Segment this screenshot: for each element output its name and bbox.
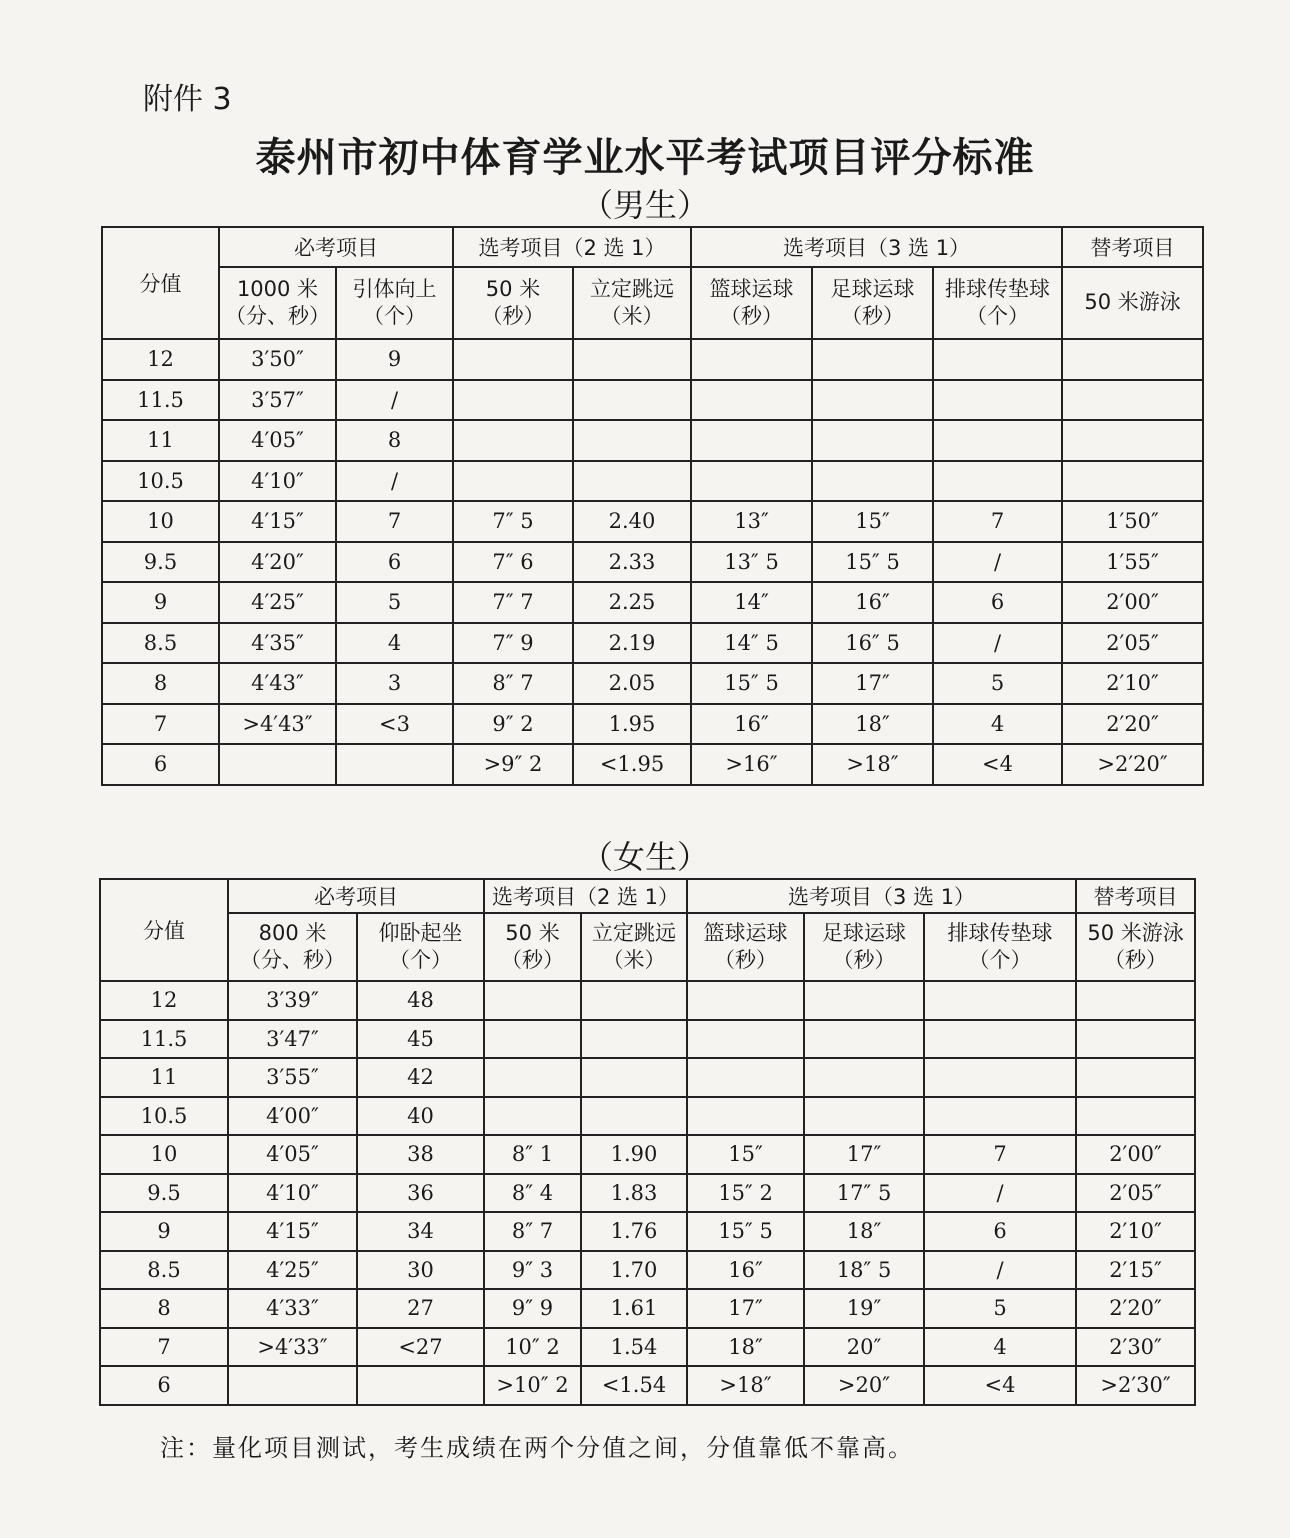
table-cell: 17″ 5 [804, 1174, 924, 1213]
table-row [102, 420, 1203, 461]
table-cell [581, 981, 687, 1020]
table-row [102, 704, 1203, 745]
column-header: 1000 米 （分、秒） [219, 267, 336, 339]
table-cell: 18″ [687, 1328, 804, 1367]
table-cell: 4′15″ [228, 1212, 357, 1251]
table-cell: 1.83 [581, 1174, 687, 1213]
table-cell: 27 [357, 1289, 484, 1328]
table-cell [804, 1020, 924, 1059]
score-cell: 10 [102, 501, 219, 542]
group-header: 选考项目（3 选 1） [691, 227, 1062, 267]
table-cell: 4′35″ [219, 623, 336, 664]
table-cell [1076, 1058, 1195, 1097]
table-row [100, 1020, 1195, 1059]
score-cell: 6 [102, 744, 219, 785]
column-header: 仰卧起坐 （个） [357, 913, 484, 981]
table-cell: 2′30″ [1076, 1328, 1195, 1367]
table-cell: 15″ 5 [687, 1212, 804, 1251]
table-cell: 4′05″ [228, 1135, 357, 1174]
table-cell: 6 [924, 1212, 1076, 1251]
table-cell: 1′50″ [1062, 501, 1203, 542]
table-cell [804, 1097, 924, 1136]
table-cell [804, 981, 924, 1020]
score-cell: 9.5 [100, 1174, 228, 1213]
table-cell: 2′00″ [1076, 1135, 1195, 1174]
score-cell: 8.5 [100, 1251, 228, 1290]
score-cell: 8.5 [102, 623, 219, 664]
column-header: 篮球运球 （秒） [687, 913, 804, 981]
table-cell: 19″ [804, 1289, 924, 1328]
table-cell: 3 [336, 663, 453, 704]
table-cell: 9″ 2 [453, 704, 573, 745]
table-cell: 10″ 2 [484, 1328, 581, 1367]
table-cell: / [924, 1174, 1076, 1213]
score-cell: 11 [102, 420, 219, 461]
table-cell: 2′10″ [1076, 1212, 1195, 1251]
table-cell [687, 1097, 804, 1136]
table-cell: 1.54 [581, 1328, 687, 1367]
table-cell [804, 1058, 924, 1097]
table-cell: 4′10″ [219, 461, 336, 502]
table-cell [1062, 420, 1203, 461]
group-header: 必考项目 [219, 227, 453, 267]
table-cell: / [336, 380, 453, 421]
table-cell: 1.95 [573, 704, 691, 745]
table-cell: <1.95 [573, 744, 691, 785]
table-cell: >2′30″ [1076, 1366, 1195, 1405]
table-cell: 9″ 3 [484, 1251, 581, 1290]
table-cell: 16″ [691, 704, 812, 745]
table-cell [691, 380, 812, 421]
female-score-table [99, 878, 1196, 1406]
attachment-label: 附件 3 [143, 82, 232, 117]
table-cell [691, 461, 812, 502]
table-cell: 1.90 [581, 1135, 687, 1174]
column-header: 立定跳远 （米） [573, 267, 691, 339]
table-cell: 13″ [691, 501, 812, 542]
score-cell: 8 [102, 663, 219, 704]
table-cell: 17″ [812, 663, 933, 704]
table-cell [453, 380, 573, 421]
table-row [102, 380, 1203, 421]
column-header: 立定跳远 （米） [581, 913, 687, 981]
table-cell: >20″ [804, 1366, 924, 1405]
table-cell: 14″ 5 [691, 623, 812, 664]
table-cell: 36 [357, 1174, 484, 1213]
score-cell: 11 [100, 1058, 228, 1097]
table-row [100, 1174, 1195, 1213]
table-cell: 42 [357, 1058, 484, 1097]
group-header: 选考项目（2 选 1） [453, 227, 691, 267]
table-cell [933, 420, 1062, 461]
table-cell: 13″ 5 [691, 542, 812, 583]
score-cell: 11.5 [102, 380, 219, 421]
table-cell: 4′43″ [219, 663, 336, 704]
table-cell: 2′05″ [1076, 1174, 1195, 1213]
table-cell: 3′50″ [219, 339, 336, 380]
table-cell [933, 461, 1062, 502]
column-header: 足球运球 （秒） [812, 267, 933, 339]
column-header: 50 米游泳 （秒） [1076, 913, 1195, 981]
table-cell: 7 [336, 501, 453, 542]
table-cell [687, 1020, 804, 1059]
table-cell: 8″ 7 [484, 1212, 581, 1251]
column-header: 排球传垫球 （个） [924, 913, 1076, 981]
table-cell [581, 1058, 687, 1097]
table-cell [453, 420, 573, 461]
table-row [102, 582, 1203, 623]
score-cell: 9.5 [102, 542, 219, 583]
table-cell: 20″ [804, 1328, 924, 1367]
table-cell [924, 1058, 1076, 1097]
table-cell: 2′05″ [1062, 623, 1203, 664]
table-row [100, 1135, 1195, 1174]
table-cell: 2′15″ [1076, 1251, 1195, 1290]
table-cell: 4′25″ [228, 1251, 357, 1290]
table-row [102, 663, 1203, 704]
table-cell: 2.33 [573, 542, 691, 583]
table-cell: 18″ [804, 1212, 924, 1251]
table-cell: 45 [357, 1020, 484, 1059]
table-cell: 7″ 7 [453, 582, 573, 623]
table-cell [1062, 461, 1203, 502]
score-cell: 9 [100, 1212, 228, 1251]
table-cell: 3′57″ [219, 380, 336, 421]
table-cell: 4′33″ [228, 1289, 357, 1328]
table-cell: 9″ 9 [484, 1289, 581, 1328]
table-cell [1076, 981, 1195, 1020]
table-cell: 2.05 [573, 663, 691, 704]
table-cell: 17″ [804, 1135, 924, 1174]
table-cell [484, 1020, 581, 1059]
table-row [102, 339, 1203, 380]
table-cell: 6 [933, 582, 1062, 623]
table-cell: 3′47″ [228, 1020, 357, 1059]
table-cell: 18″ 5 [804, 1251, 924, 1290]
score-cell: 12 [100, 981, 228, 1020]
table-cell: 2′10″ [1062, 663, 1203, 704]
table-cell: 4 [924, 1328, 1076, 1367]
group-header: 替考项目 [1062, 227, 1203, 267]
score-cell: 9 [102, 582, 219, 623]
table-row [100, 1058, 1195, 1097]
table-cell: 5 [336, 582, 453, 623]
table-cell [812, 380, 933, 421]
table-cell [453, 339, 573, 380]
table-cell [1076, 1020, 1195, 1059]
group-header: 选考项目（3 选 1） [687, 879, 1076, 913]
score-cell: 12 [102, 339, 219, 380]
table-cell: >4′43″ [219, 704, 336, 745]
column-header: 足球运球 （秒） [804, 913, 924, 981]
table-cell [1062, 380, 1203, 421]
table-cell: 30 [357, 1251, 484, 1290]
table-cell: 8″ 1 [484, 1135, 581, 1174]
table-cell: >2′20″ [1062, 744, 1203, 785]
table-cell [691, 420, 812, 461]
table-cell: 7″ 5 [453, 501, 573, 542]
table-cell [336, 744, 453, 785]
table-cell [484, 981, 581, 1020]
table-cell: 2.40 [573, 501, 691, 542]
table-cell: 7″ 6 [453, 542, 573, 583]
table-cell: 4′10″ [228, 1174, 357, 1213]
table-cell [812, 461, 933, 502]
score-cell: 10.5 [100, 1097, 228, 1136]
column-header: 50 米游泳 [1062, 267, 1203, 339]
table-cell [691, 339, 812, 380]
table-cell: / [933, 623, 1062, 664]
table-cell: 5 [933, 663, 1062, 704]
table-cell: 16″ [687, 1251, 804, 1290]
table-cell: 4′25″ [219, 582, 336, 623]
table-cell: 4′15″ [219, 501, 336, 542]
table-cell: >18″ [812, 744, 933, 785]
score-cell: 7 [102, 704, 219, 745]
table-row [100, 1366, 1195, 1405]
table-cell: 8 [336, 420, 453, 461]
female-subtitle: （女生） [580, 838, 709, 876]
table-cell: 1′55″ [1062, 542, 1203, 583]
table-cell [687, 1058, 804, 1097]
table-cell: 40 [357, 1097, 484, 1136]
table-cell [453, 461, 573, 502]
table-cell: 18″ [812, 704, 933, 745]
column-header: 引体向上 （个） [336, 267, 453, 339]
table-cell: 15″ 5 [691, 663, 812, 704]
page-title: 泰州市初中体育学业水平考试项目评分标准 [255, 135, 1035, 181]
table-row [100, 1251, 1195, 1290]
table-cell [573, 380, 691, 421]
table-cell [573, 339, 691, 380]
table-cell: 16″ 5 [812, 623, 933, 664]
score-cell: 6 [100, 1366, 228, 1405]
table-cell: 2′20″ [1076, 1289, 1195, 1328]
table-cell [228, 1366, 357, 1405]
score-cell: 8 [100, 1289, 228, 1328]
male-score-table [101, 226, 1204, 786]
table-cell: >10″ 2 [484, 1366, 581, 1405]
table-cell [484, 1058, 581, 1097]
table-cell [812, 339, 933, 380]
table-cell: 1.61 [581, 1289, 687, 1328]
table-cell: 4′00″ [228, 1097, 357, 1136]
table-cell: 34 [357, 1212, 484, 1251]
table-cell: 6 [336, 542, 453, 583]
table-cell [924, 981, 1076, 1020]
score-cell: 7 [100, 1328, 228, 1367]
table-cell: 1.70 [581, 1251, 687, 1290]
table-row [102, 623, 1203, 664]
table-cell [933, 339, 1062, 380]
score-cell: 10 [100, 1135, 228, 1174]
table-row [102, 461, 1203, 502]
table-cell: 7 [933, 501, 1062, 542]
table-cell [1062, 339, 1203, 380]
table-cell: >4′33″ [228, 1328, 357, 1367]
table-cell: >18″ [687, 1366, 804, 1405]
footnote: 注：量化项目测试，考生成绩在两个分值之间，分值靠低不靠高。 [160, 1434, 914, 1462]
column-header: 50 米 （秒） [484, 913, 581, 981]
table-cell [219, 744, 336, 785]
table-cell: <4 [924, 1366, 1076, 1405]
table-cell: 3′55″ [228, 1058, 357, 1097]
table-cell [687, 981, 804, 1020]
table-cell: 5 [924, 1289, 1076, 1328]
table-cell: / [924, 1251, 1076, 1290]
table-cell [1076, 1097, 1195, 1136]
table-cell [924, 1097, 1076, 1136]
table-cell: 2.19 [573, 623, 691, 664]
table-cell: 15″ 2 [687, 1174, 804, 1213]
table-cell: / [336, 461, 453, 502]
table-cell: 3′39″ [228, 981, 357, 1020]
table-cell: <1.54 [581, 1366, 687, 1405]
table-cell: 7 [924, 1135, 1076, 1174]
group-header: 必考项目 [228, 879, 484, 913]
table-cell: 2′20″ [1062, 704, 1203, 745]
table-cell [924, 1020, 1076, 1059]
table-row [100, 1328, 1195, 1367]
table-cell: <3 [336, 704, 453, 745]
group-header: 替考项目 [1076, 879, 1195, 913]
table-row [102, 744, 1203, 785]
column-header: 50 米 （秒） [453, 267, 573, 339]
table-cell: 17″ [687, 1289, 804, 1328]
table-row [100, 1212, 1195, 1251]
table-cell [573, 420, 691, 461]
table-cell: 4′20″ [219, 542, 336, 583]
table-cell [357, 1366, 484, 1405]
column-header: 篮球运球 （秒） [691, 267, 812, 339]
table-cell: 9 [336, 339, 453, 380]
table-cell [581, 1020, 687, 1059]
table-row [100, 981, 1195, 1020]
score-cell: 10.5 [102, 461, 219, 502]
table-row [100, 1097, 1195, 1136]
table-cell [812, 420, 933, 461]
table-cell: 4 [933, 704, 1062, 745]
table-cell: 7″ 9 [453, 623, 573, 664]
table-cell: >9″ 2 [453, 744, 573, 785]
group-header: 选考项目（2 选 1） [484, 879, 687, 913]
table-row [100, 1289, 1195, 1328]
table-cell: 8″ 7 [453, 663, 573, 704]
score-header: 分值 [100, 879, 228, 981]
column-header: 排球传垫球 （个） [933, 267, 1062, 339]
table-cell: 1.76 [581, 1212, 687, 1251]
table-cell: 2′00″ [1062, 582, 1203, 623]
table-cell: 2.25 [573, 582, 691, 623]
score-cell: 11.5 [100, 1020, 228, 1059]
table-cell: 14″ [691, 582, 812, 623]
table-cell [573, 461, 691, 502]
score-header: 分值 [102, 227, 219, 339]
table-cell: 4 [336, 623, 453, 664]
table-cell: 16″ [812, 582, 933, 623]
table-cell: 38 [357, 1135, 484, 1174]
table-cell: 15″ [687, 1135, 804, 1174]
table-cell: 4′05″ [219, 420, 336, 461]
table-cell [933, 380, 1062, 421]
table-row [102, 542, 1203, 583]
male-subtitle: （男生） [580, 186, 709, 224]
table-cell: 8″ 4 [484, 1174, 581, 1213]
table-cell: 15″ [812, 501, 933, 542]
column-header: 800 米 （分、秒） [228, 913, 357, 981]
table-cell: <4 [933, 744, 1062, 785]
table-cell: >16″ [691, 744, 812, 785]
table-cell [484, 1097, 581, 1136]
table-cell: 15″ 5 [812, 542, 933, 583]
table-cell: <27 [357, 1328, 484, 1367]
table-cell: / [933, 542, 1062, 583]
table-row [102, 501, 1203, 542]
table-cell [581, 1097, 687, 1136]
table-cell: 48 [357, 981, 484, 1020]
